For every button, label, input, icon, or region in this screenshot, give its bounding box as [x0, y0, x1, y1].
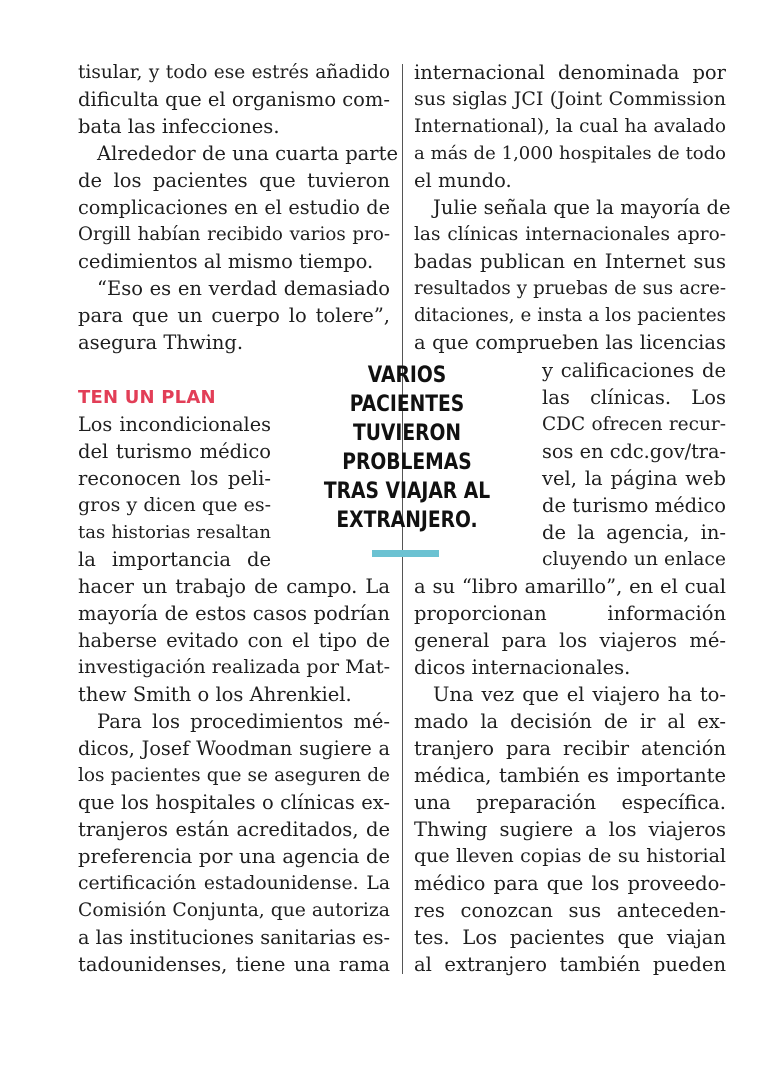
body-line: de la agencia, in- — [542, 521, 726, 544]
body-line: certificación estadounidense. La — [78, 873, 390, 894]
body-line: dificulta que el organismo com- — [78, 88, 390, 111]
body-line: que lleven copias de su historial — [414, 845, 726, 867]
body-line: haberse evitado con el tipo de — [78, 629, 390, 652]
body-line: Comisión Conjunta, que autoriza — [78, 900, 390, 921]
body-line: “Eso es en verdad demasiado — [97, 277, 390, 300]
pull-quote-accent-bar — [372, 550, 439, 557]
body-line: vel, la página web — [542, 467, 726, 490]
body-line: Para los procedimientos mé- — [97, 710, 390, 733]
body-line: gros y dicen que es- — [78, 494, 271, 516]
body-line: sos en cdc.gov/tra- — [542, 440, 726, 463]
body-line: internacional denominada por — [414, 61, 726, 84]
body-line: a las instituciones sanitarias es- — [78, 926, 390, 949]
body-line: thew Smith o los Ahrenkiel. — [78, 683, 352, 706]
body-line: Julie señala que la mayoría de — [433, 196, 731, 219]
body-line: tadounidenses, tiene una rama — [78, 953, 390, 976]
body-line: hacer un trabajo de campo. La — [78, 575, 390, 598]
body-line: de turismo médico — [542, 494, 727, 517]
body-line: investigación realizada por Mat- — [78, 656, 390, 678]
pull-quote — [298, 361, 516, 535]
body-line: Alrededor de una cuarta parte — [97, 142, 399, 165]
body-line: tas historias resaltan — [78, 522, 271, 543]
body-line: las clínicas. Los — [542, 386, 726, 409]
body-line: al extranjero también pueden — [414, 953, 726, 976]
body-line: médico para que los proveedo- — [414, 872, 726, 895]
pull-quote-line: TRAS VIAJAR AL — [323, 479, 491, 504]
body-line: Los incondicionales — [78, 413, 271, 436]
body-line: CDC ofrecen recur- — [542, 414, 726, 435]
pull-quote-line: VARIOS — [367, 363, 447, 388]
body-line: a su “libro amarillo”, en el cual — [414, 575, 726, 598]
body-line: para que un cuerpo lo tolere”, — [78, 304, 390, 327]
pull-quote-line: PACIENTES — [349, 392, 465, 417]
body-line: y calificaciones de — [542, 359, 726, 382]
body-line: mayoría de estos casos podrían — [78, 602, 390, 625]
body-line: complicaciones en el estudio de — [78, 196, 390, 219]
body-line: Thwing sugiere a los viajeros — [414, 818, 726, 841]
body-line: ditaciones, e insta a los pacientes — [414, 305, 726, 326]
body-line: reconocen los peli- — [78, 467, 271, 490]
body-line: dicos, Josef Woodman sugiere a — [78, 737, 390, 760]
body-line: Orgill habían recibido varios pro- — [78, 224, 390, 245]
body-line: proporcionan información — [414, 602, 726, 625]
body-line: mado la decisión de ir al ex- — [414, 710, 726, 733]
pull-quote-line: TUVIERON — [352, 421, 462, 446]
body-line: dicos internacionales. — [414, 656, 631, 679]
body-line: asegura Thwing. — [78, 331, 244, 354]
body-line: el mundo. — [414, 169, 512, 192]
body-line: a que comprueben las licencias — [414, 331, 726, 354]
body-line: general para los viajeros mé- — [414, 629, 726, 652]
body-line: a más de 1,000 hospitales de todo — [414, 143, 726, 164]
body-line: tranjero para recibir atención — [414, 737, 726, 760]
body-line: médica, también es importante — [414, 764, 726, 787]
body-line: tranjeros están acreditados, de — [78, 818, 390, 841]
section-heading: TEN UN PLAN — [78, 387, 216, 408]
body-line: Una vez que el viajero ha to- — [433, 683, 726, 706]
body-line: la importancia de — [78, 548, 271, 571]
body-line: una preparación específica. — [414, 791, 726, 814]
body-line: que los hospitales o clínicas ex- — [78, 791, 390, 814]
pull-quote-line: EXTRANJERO. — [336, 508, 478, 533]
body-line: badas publican en Internet sus — [414, 250, 726, 273]
body-line: bata las infecciones. — [78, 115, 280, 138]
pull-quote-line: PROBLEMAS — [342, 450, 472, 475]
body-line: tes. Los pacientes que viajan — [414, 926, 726, 949]
body-line: tisular, y todo ese estrés añadido — [78, 62, 390, 83]
body-line: res conozcan sus anteceden- — [414, 899, 726, 922]
body-line: preferencia por una agencia de — [78, 845, 390, 868]
body-line: cluyendo un enlace — [542, 549, 726, 570]
body-line: sus siglas JCI (Joint Commission — [414, 88, 726, 110]
body-line: resultados y pruebas de sus acre- — [414, 278, 726, 299]
body-line: las clínicas internacionales apro- — [414, 224, 726, 245]
body-line: los pacientes que se aseguren de — [78, 765, 390, 786]
body-line: cedimientos al mismo tiempo. — [78, 250, 374, 273]
body-line: del turismo médico — [78, 440, 271, 463]
body-line: de los pacientes que tuvieron — [78, 169, 390, 192]
body-line: International), la cual ha avalado — [414, 116, 726, 137]
